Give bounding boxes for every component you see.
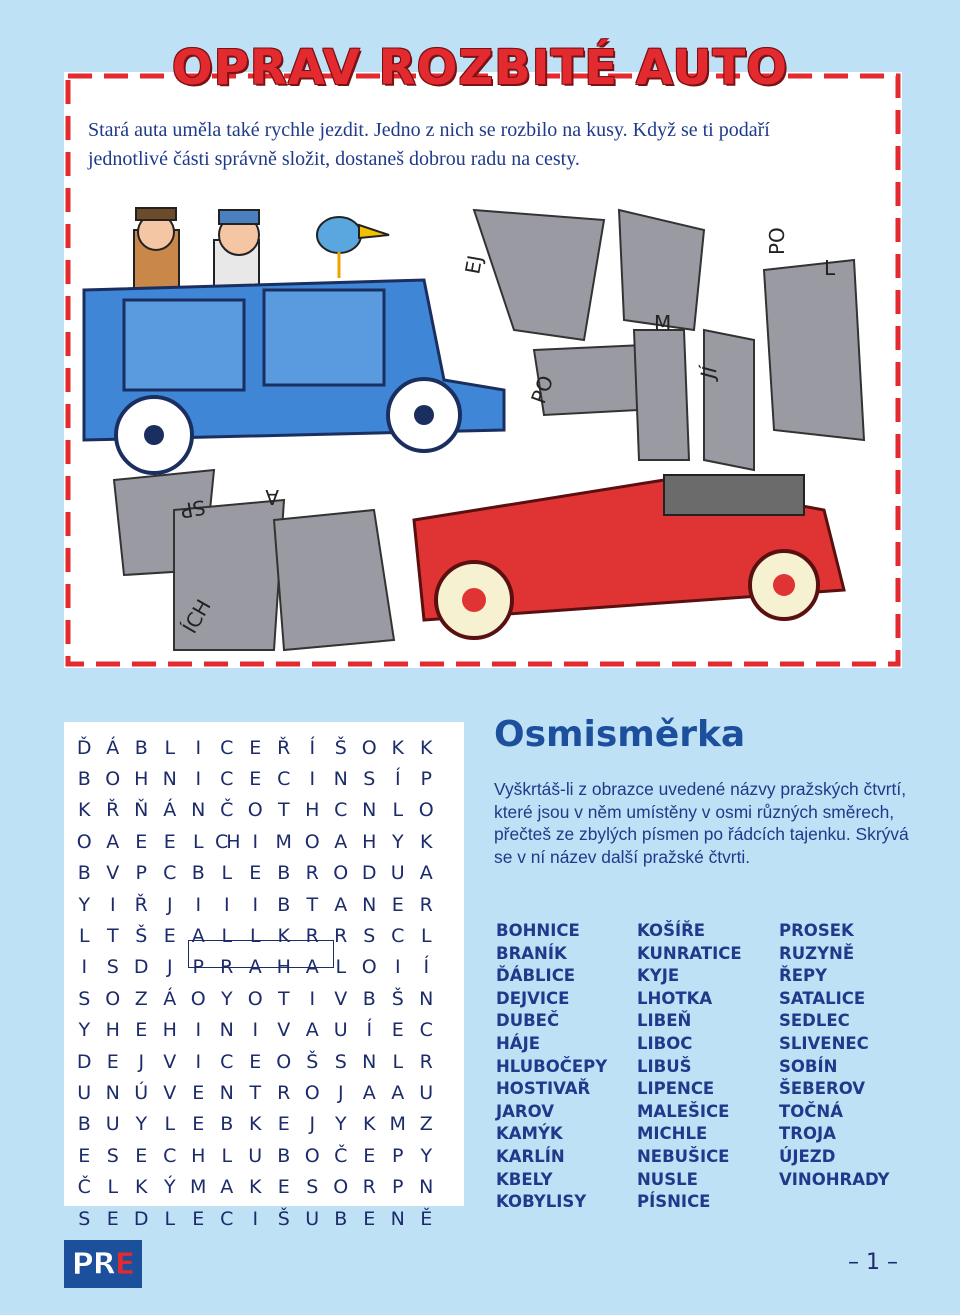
grid-cell: K — [420, 830, 433, 853]
grid-cell: C — [220, 736, 234, 759]
grid-cell: U — [305, 1207, 320, 1230]
grid-cell: E — [363, 1144, 376, 1167]
grid-cell: E — [192, 1081, 205, 1104]
grid-cell: A — [191, 925, 205, 948]
grid-cell: K — [363, 1113, 376, 1136]
grid-cell: U — [419, 1081, 434, 1104]
grid-cell: R — [362, 1176, 376, 1199]
word-list-item: MALEŠICE — [637, 1101, 730, 1121]
grid-cell: L — [192, 830, 204, 853]
grid-cell: I — [223, 893, 230, 916]
grid-cell: O — [361, 956, 377, 979]
grid-cell: Ď — [76, 736, 92, 759]
grid-cell: E — [106, 1050, 119, 1073]
word-list-item: BRANÍK — [496, 943, 567, 963]
word-list-item: LIBEŇ — [637, 1011, 692, 1031]
grid-row — [64, 1203, 464, 1234]
grid-cell: A — [334, 830, 348, 853]
grid-cell: Í — [309, 736, 316, 759]
grid-cell: A — [305, 1019, 319, 1042]
grid-cell: E — [249, 768, 262, 791]
grid-cell: I — [252, 1207, 259, 1230]
grid-cell: L — [164, 1207, 176, 1230]
grid-cell: R — [305, 925, 319, 948]
word-list-item: KAMÝK — [496, 1124, 563, 1144]
grid-cell: O — [418, 799, 434, 822]
passenger-figure — [214, 210, 259, 290]
grid-cell: I — [195, 736, 202, 759]
page-title: OPRAV ROZBITÉ AUTO — [171, 40, 789, 96]
svg-text:PO: PO — [526, 372, 559, 407]
word-list-item: BOHNICE — [496, 921, 580, 940]
word-list-item: NEBUŠICE — [637, 1146, 730, 1166]
grid-cell: N — [162, 768, 177, 791]
blue-car — [84, 280, 504, 473]
grid-cell: B — [277, 862, 291, 885]
grid-cell: N — [191, 799, 206, 822]
grid-cell: U — [105, 1113, 120, 1136]
grid-cell: Y — [135, 1113, 148, 1136]
grid-cell: T — [277, 987, 290, 1010]
wordsearch-grid — [64, 732, 464, 1234]
grid-cell: Ú — [134, 1081, 149, 1104]
word-list-item: MICHLE — [637, 1124, 708, 1144]
word-list-item: DEJVICE — [496, 988, 570, 1008]
grid-cell: N — [219, 1019, 234, 1042]
grid-cell: Ň — [134, 799, 149, 822]
word-list-item: DUBEČ — [496, 1011, 560, 1031]
word-list-item: KBELY — [496, 1169, 553, 1189]
word-list-item: NUSLE — [637, 1169, 698, 1189]
car-puzzle-illustration — [64, 180, 902, 660]
grid-cell: H — [162, 1019, 177, 1042]
word-list-item: KOŠÍŘE — [637, 921, 706, 940]
word-list-item: SLIVENEC — [779, 1033, 869, 1053]
word-list-item: HÁJE — [496, 1033, 540, 1053]
grid-cell: Š — [334, 736, 347, 759]
grid-cell: J — [166, 893, 173, 916]
grid-cell: I — [195, 768, 202, 791]
osmismerka-instructions: Vyškrtáš-li z obrazce uvedené názvy pražských čtvrtí, které jsou v něm umístěny v osmi různých směrech, přečteš ze zbylých písmen po řádcích tajenku. Skrývá se v ní název další pražské čtvrti. — [494, 779, 909, 867]
grid-cell: R — [419, 893, 433, 916]
grid-cell: A — [391, 1081, 405, 1104]
grid-row — [64, 889, 464, 920]
wordsearch-panel — [64, 722, 464, 1230]
grid-cell: B — [191, 862, 205, 885]
grid-cell: E — [391, 893, 404, 916]
svg-text:ÍCH: ÍCH — [177, 595, 216, 638]
grid-cell: N — [105, 1081, 120, 1104]
grid-cell: Š — [277, 1207, 290, 1230]
grid-cell: Á — [163, 987, 177, 1010]
svg-text:SP: SP — [178, 495, 208, 524]
grid-cell: Š — [135, 925, 148, 948]
grid-row — [64, 1140, 464, 1171]
grid-cell: S — [78, 1207, 91, 1230]
grid-cell: Ř — [134, 893, 148, 916]
grid-cell: I — [195, 1019, 202, 1042]
grid-cell: Á — [106, 736, 120, 759]
grid-cell: L — [221, 925, 233, 948]
word-list-item: HLUBOČEPY — [496, 1056, 608, 1076]
grid-cell: O — [304, 1144, 320, 1167]
svg-text:JÍ: JÍ — [695, 363, 722, 382]
grid-cell: R — [277, 1081, 291, 1104]
grid-cell: K — [420, 736, 433, 759]
grid-cell: P — [392, 1144, 404, 1167]
word-list-item: KUNRATICE — [637, 943, 742, 963]
grid-cell: L — [392, 799, 404, 822]
grid-cell: L — [221, 862, 233, 885]
grid-cell: V — [163, 1050, 177, 1073]
word-list-item: KARLÍN — [496, 1146, 565, 1166]
grid-cell: I — [195, 1050, 202, 1073]
grid-cell: E — [277, 1176, 290, 1199]
grid-cell: L — [420, 925, 432, 948]
grid-cell: K — [78, 799, 91, 822]
grid-cell: Y — [334, 1113, 347, 1136]
grid-cell: C — [163, 1144, 177, 1167]
word-list-item: SEDLEC — [779, 1011, 850, 1031]
grid-cell: L — [164, 1113, 176, 1136]
grid-cell: M — [190, 1176, 207, 1199]
grid-cell: O — [247, 799, 263, 822]
grid-cell: O — [76, 830, 92, 853]
grid-cell: H — [134, 768, 149, 791]
word-list-item: SATALICE — [779, 988, 866, 1008]
svg-text:M: M — [654, 311, 672, 335]
grid-cell: U — [248, 1144, 263, 1167]
grid-row — [64, 795, 464, 826]
grid-cell: A — [334, 893, 348, 916]
grid-cell: L — [107, 1176, 119, 1199]
grid-cell: Í — [423, 956, 430, 979]
grid-cell: D — [133, 956, 149, 979]
grid-cell: S — [106, 956, 119, 979]
grid-cell: Ý — [163, 1176, 176, 1199]
grid-cell: Y — [78, 1019, 91, 1042]
grid-cell: E — [249, 862, 262, 885]
word-list-item: LIBUŠ — [637, 1056, 692, 1076]
grid-cell: K — [135, 1176, 148, 1199]
grid-cell: A — [419, 862, 433, 885]
grid-cell: U — [390, 862, 405, 885]
grid-cell: O — [361, 736, 377, 759]
grid-cell: E — [135, 830, 148, 853]
grid-cell: L — [335, 956, 347, 979]
grid-cell: R — [334, 925, 348, 948]
grid-cell: C — [419, 1019, 433, 1042]
grid-cell: C — [220, 768, 234, 791]
grid-cell: L — [392, 1050, 404, 1073]
highlighted-word-box — [188, 940, 334, 968]
grid-cell: J — [166, 956, 173, 979]
grid-cell: Č — [77, 1176, 91, 1199]
grid-cell: B — [77, 768, 91, 791]
grid-cell: J — [337, 1081, 344, 1104]
grid-row — [64, 858, 464, 889]
grid-cell: E — [249, 1050, 262, 1073]
word-list-item: ÚJEZD — [779, 1146, 836, 1166]
grid-cell: O — [105, 987, 121, 1010]
grid-cell: Á — [163, 799, 177, 822]
grid-cell: O — [304, 830, 320, 853]
grid-cell: N — [219, 1081, 234, 1104]
red-car — [414, 475, 844, 638]
grid-cell: V — [106, 862, 120, 885]
word-list-item: HOSTIVAŘ — [496, 1079, 591, 1099]
grid-cell: R — [305, 862, 319, 885]
grid-cell: L — [164, 736, 176, 759]
grid-cell: H — [276, 956, 291, 979]
grid-cell: I — [309, 768, 316, 791]
grid-cell: E — [78, 1144, 91, 1167]
grid-cell: Y — [420, 1144, 433, 1167]
grid-cell: N — [362, 893, 377, 916]
grid-cell: T — [106, 925, 119, 948]
grid-cell: B — [77, 1113, 91, 1136]
grid-cell: N — [419, 1176, 434, 1199]
word-list-item: RUZYNĚ — [779, 943, 855, 963]
grid-cell: D — [76, 1050, 92, 1073]
grid-cell: S — [78, 987, 91, 1010]
grid-cell: S — [306, 1176, 319, 1199]
grid-cell: Č — [334, 1144, 348, 1167]
grid-row — [64, 1046, 464, 1077]
grid-cell: J — [138, 1050, 145, 1073]
grid-cell: A — [248, 956, 262, 979]
grid-row — [64, 826, 464, 857]
driver-figure — [134, 208, 179, 290]
bird-figure — [317, 217, 389, 278]
grid-cell: B — [334, 1207, 348, 1230]
grid-cell: D — [133, 1207, 149, 1230]
grid-cell: C — [220, 1050, 234, 1073]
grid-cell: S — [363, 925, 376, 948]
grid-cell: I — [252, 893, 259, 916]
grid-cell: S — [363, 768, 376, 791]
grid-cell: I — [252, 830, 259, 853]
word-list-item: LIBOC — [637, 1033, 693, 1053]
word-list-column-3 — [779, 920, 889, 1191]
grid-cell: B — [220, 1113, 234, 1136]
grid-cell: H — [105, 1019, 120, 1042]
grid-cell: R — [419, 1050, 433, 1073]
word-list-item: LHOTKA — [637, 988, 713, 1008]
grid-cell: M — [275, 830, 292, 853]
grid-cell: E — [163, 830, 176, 853]
grid-cell: O — [247, 987, 263, 1010]
grid-row — [64, 732, 464, 763]
word-list-item: PROSEK — [779, 921, 854, 940]
grid-cell: H — [305, 799, 320, 822]
grid-cell: P — [135, 862, 147, 885]
grid-cell: E — [135, 1019, 148, 1042]
grid-cell: V — [334, 987, 348, 1010]
grid-cell: O — [304, 1081, 320, 1104]
grid-cell: I — [81, 956, 88, 979]
grid-cell: N — [362, 1050, 377, 1073]
grid-cell: E — [135, 1144, 148, 1167]
word-list-item: KYJE — [637, 966, 680, 986]
grid-cell: N — [333, 768, 348, 791]
intro-text: Stará auta uměla také rychle jezdit. Jedno z nich se rozbilo na kusy. Když se ti podaří jednotlivé části správně složit, dostaneš dobrou radu na cesty. — [88, 119, 770, 170]
grid-cell: E — [249, 736, 262, 759]
svg-text:EJ: EJ — [460, 253, 488, 276]
grid-cell: U — [333, 1019, 348, 1042]
svg-text:L: L — [824, 256, 836, 280]
grid-cell: A — [220, 1176, 234, 1199]
grid-row — [64, 1171, 464, 1202]
svg-text:PO: PO — [765, 227, 789, 255]
grid-cell: Z — [419, 1113, 433, 1136]
word-list-item: JAROV — [496, 1101, 554, 1121]
grid-cell: C — [163, 862, 177, 885]
grid-cell: Ř — [106, 799, 120, 822]
word-list-item: ŠEBEROV — [779, 1079, 866, 1099]
grid-cell: U — [77, 1081, 92, 1104]
word-list-item: ŘEPY — [779, 966, 828, 986]
grid-cell: H — [191, 1144, 206, 1167]
grid-cell: V — [163, 1081, 177, 1104]
grid-row — [64, 1109, 464, 1140]
grid-cell: Ř — [277, 736, 291, 759]
grid-cell: I — [195, 893, 202, 916]
word-list-item: TOČNÁ — [779, 1101, 843, 1121]
grid-cell: E — [106, 1207, 119, 1230]
grid-cell: E — [277, 1113, 290, 1136]
grid-cell: P — [392, 1176, 404, 1199]
grid-cell: A — [106, 830, 120, 853]
grid-cell: K — [391, 736, 404, 759]
grid-cell: C — [277, 768, 291, 791]
grid-cell: O — [333, 1176, 349, 1199]
grid-cell: Š — [391, 987, 404, 1010]
grid-cell: Ě — [420, 1207, 433, 1230]
grid-cell: T — [249, 1081, 262, 1104]
grid-cell: Š — [306, 1050, 319, 1073]
pre-logo: PRE — [64, 1240, 142, 1288]
grid-cell: E — [192, 1207, 205, 1230]
grid-cell: C — [334, 799, 348, 822]
svg-text:A: A — [265, 485, 279, 509]
grid-cell: A — [305, 956, 319, 979]
grid-cell: T — [306, 893, 319, 916]
grid-cell: H — [362, 830, 377, 853]
word-list-item: PÍSNICE — [637, 1192, 711, 1212]
word-list-item: ĎÁBLICE — [496, 966, 576, 986]
word-list-column-1 — [496, 920, 607, 1214]
word-list-column-2 — [637, 920, 742, 1214]
grid-cell: J — [309, 1113, 316, 1136]
grid-row — [64, 983, 464, 1014]
grid-cell: M — [389, 1113, 406, 1136]
grid-cell: Z — [134, 987, 148, 1010]
grid-cell: I — [309, 987, 316, 1010]
grid-cell: V — [277, 1019, 291, 1042]
grid-cell: E — [363, 1207, 376, 1230]
grid-cell: C — [220, 1207, 234, 1230]
grid-cell: R — [220, 956, 234, 979]
word-list-item: TROJA — [779, 1124, 836, 1144]
word-list-item: VINOHRADY — [779, 1169, 890, 1189]
grid-cell: O — [190, 987, 206, 1010]
grid-row — [64, 1077, 464, 1108]
grid-cell: N — [419, 987, 434, 1010]
grid-cell: B — [77, 862, 91, 885]
grid-cell: E — [192, 1113, 205, 1136]
grid-cell: Y — [391, 830, 404, 853]
grid-cell: E — [391, 1019, 404, 1042]
grid-cell: B — [277, 1144, 291, 1167]
grid-cell: K — [249, 1176, 262, 1199]
grid-cell: I — [109, 893, 116, 916]
grid-cell: L — [78, 925, 90, 948]
grid-cell: B — [134, 736, 148, 759]
grid-cell: K — [277, 925, 290, 948]
grid-cell: N — [390, 1207, 405, 1230]
grid-row — [64, 1015, 464, 1046]
grid-cell: P — [420, 768, 432, 791]
grid-cell: Í — [394, 768, 401, 791]
grid-cell: O — [105, 768, 121, 791]
grid-cell: S — [106, 1144, 119, 1167]
grid-cell: C — [391, 925, 405, 948]
grid-row — [64, 763, 464, 794]
osmismerka-title: Osmisměrka — [494, 714, 746, 755]
grid-cell: S — [334, 1050, 347, 1073]
grid-cell: B — [362, 987, 376, 1010]
grid-cell: CH — [214, 830, 239, 853]
grid-cell: P — [192, 956, 204, 979]
grid-cell: L — [249, 925, 261, 948]
grid-cell: Í — [366, 1019, 373, 1042]
grid-cell: D — [361, 862, 377, 885]
grid-cell: I — [394, 956, 401, 979]
grid-cell: Č — [220, 799, 234, 822]
grid-cell: Y — [220, 987, 233, 1010]
page-number: – 1 – — [848, 1250, 898, 1275]
word-list-item: SOBÍN — [779, 1056, 838, 1076]
grid-cell: O — [333, 862, 349, 885]
word-list-item: KOBYLISY — [496, 1192, 587, 1212]
grid-cell: E — [163, 925, 176, 948]
grid-cell: A — [362, 1081, 376, 1104]
grid-cell: T — [277, 799, 290, 822]
grid-cell: L — [221, 1144, 233, 1167]
grid-cell: K — [249, 1113, 262, 1136]
word-list-item: LIPENCE — [637, 1079, 715, 1099]
grid-cell: O — [276, 1050, 292, 1073]
grid-cell: Y — [78, 893, 91, 916]
grid-cell: N — [362, 799, 377, 822]
grid-cell: B — [277, 893, 291, 916]
grid-cell: I — [252, 1019, 259, 1042]
